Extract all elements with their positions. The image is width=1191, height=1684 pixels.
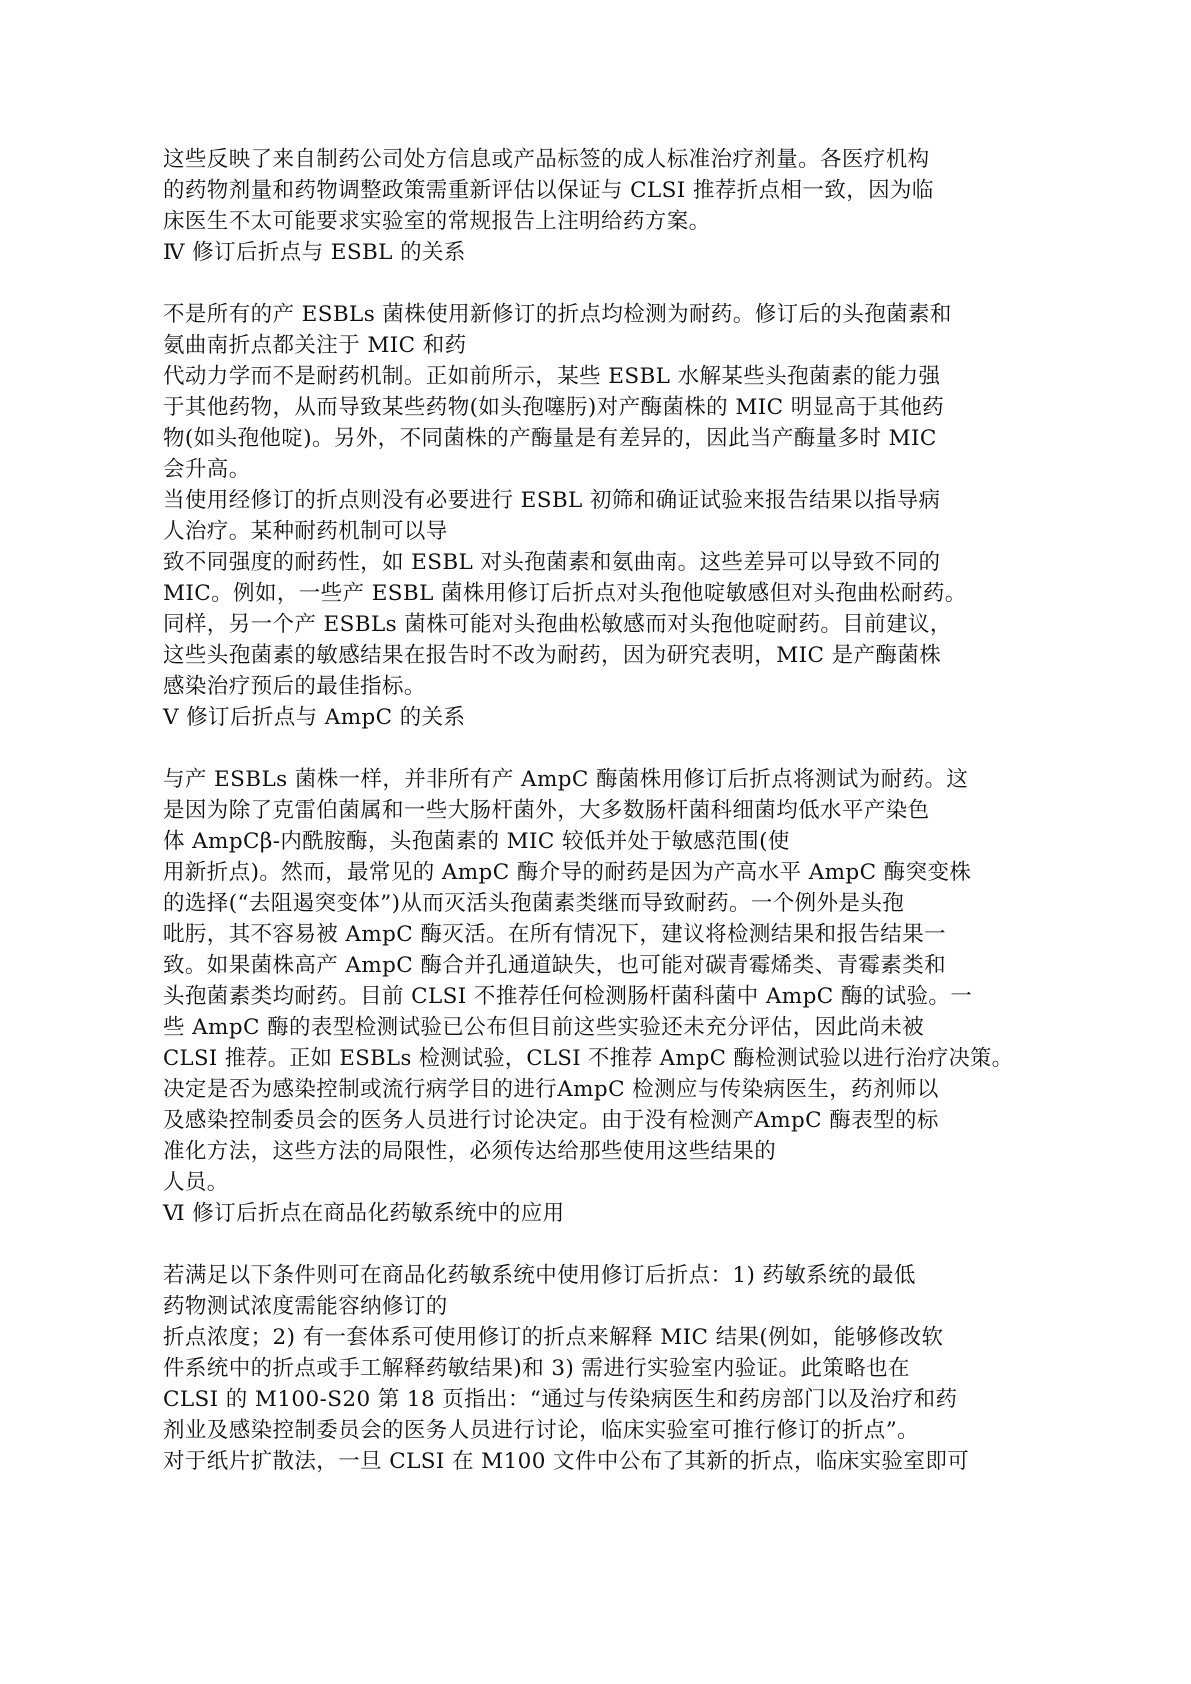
text-line: MIC。例如，一些产 ESBL 菌株用修订后折点对头孢他啶敏感但对头孢曲松耐药。 [163, 581, 967, 606]
text-line: 会升高。 [163, 457, 251, 482]
text-line: 决定是否为感染控制或流行病学目的进行AmpC 检测应与传染病医生，药剂师以 [163, 1077, 939, 1102]
text-line: 件系统中的折点或手工解释药敏结果)和 3) 需进行实验室内验证。此策略也在 [163, 1356, 910, 1381]
blank-line [163, 1229, 1013, 1260]
blank-line [163, 268, 1013, 299]
blank-line [163, 733, 1013, 764]
text-line: 感染治疗预后的最佳指标。 [163, 674, 426, 699]
text-line: 这些头孢菌素的敏感结果在报告时不改为耐药，因为研究表明，MIC 是产酶菌株 [163, 643, 942, 668]
text-line: 于其他药物，从而导致某些药物(如头孢噻肟)对产酶菌株的 MIC 明显高于其他药 [163, 395, 945, 420]
text-line: 的选择(“去阻遏突变体”)从而灭活头孢菌素类继而导致耐药。一个例外是头孢 [163, 891, 905, 916]
text-line: 物(如头孢他啶)。另外，不同菌株的产酶量是有差异的，因此当产酶量多时 MIC [163, 426, 937, 451]
text-line: 用新折点)。然而，最常见的 AmpC 酶介导的耐药是因为产高水平 AmpC 酶突变株 [163, 860, 972, 885]
text-line: 与产 ESBLs 菌株一样，并非所有产 AmpC 酶菌株用修订后折点将测试为耐药。这 [163, 767, 969, 792]
text-line: 剂业及感染控制委员会的医务人员进行讨论，临床实验室可推行修订的折点”。 [163, 1418, 919, 1443]
text-line: 致。如果菌株高产 AmpC 酶合并孔通道缺失，也可能对碳青霉烯类、青霉素类和 [163, 953, 946, 978]
text-line: 的药物剂量和药物调整政策需重新评估以保证与 CLSI 推荐折点相一致，因为临 [163, 178, 934, 203]
text-line: 若满足以下条件则可在商品化药敏系统中使用修订后折点：1) 药敏系统的最低 [163, 1263, 916, 1288]
section-heading: Ⅳ 修订后折点与 ESBL 的关系 [163, 240, 466, 265]
document-body [163, 144, 1013, 1477]
text-line: 体 AmpCβ-内酰胺酶，头孢菌素的 MIC 较低并处于敏感范围(使 [163, 829, 790, 854]
text-line: 些 AmpC 酶的表型检测试验已公布但目前这些实验还未充分评估，因此尚未被 [163, 1015, 925, 1040]
text-line: 及感染控制委员会的医务人员进行讨论决定。由于没有检测产AmpC 酶表型的标 [163, 1108, 939, 1133]
text-line: 吡肟，其不容易被 AmpC 酶灭活。在所有情况下，建议将检测结果和报告结果一 [163, 922, 946, 947]
section-heading: Ⅵ 修订后折点在商品化药敏系统中的应用 [163, 1201, 565, 1226]
text-line: 准化方法，这些方法的局限性，必须传达给那些使用这些结果的 [163, 1139, 777, 1164]
text-line: 人治疗。某种耐药机制可以导 [163, 519, 448, 544]
text-line: 人员。 [163, 1170, 229, 1195]
text-line: 不是所有的产 ESBLs 菌株使用新修订的折点均检测为耐药。修订后的头孢菌素和 [163, 302, 952, 327]
text-line: 床医生不太可能要求实验室的常规报告上注明给药方案。 [163, 209, 711, 234]
text-line: 头孢菌素类均耐药。目前 CLSI 不推荐任何检测肠杆菌科菌中 AmpC 酶的试验。一 [163, 984, 973, 1009]
text-line: 致不同强度的耐药性，如 ESBL 对头孢菌素和氨曲南。这些差异可以导致不同的 [163, 550, 941, 575]
text-line: CLSI 的 M100-S20 第 18 页指出：“通过与传染病医生和药房部门以及治疗和药 [163, 1387, 958, 1412]
text-line: 同样，另一个产 ESBLs 菌株可能对头孢曲松敏感而对头孢他啶耐药。目前建议， [163, 612, 952, 637]
text-line: 是因为除了克雷伯菌属和一些大肠杆菌外，大多数肠杆菌科细菌均低水平产染色 [163, 798, 930, 823]
text-line: 对于纸片扩散法，一旦 CLSI 在 M100 文件中公布了其新的折点，临床实验室即可 [163, 1449, 970, 1474]
text-line: 代动力学而不是耐药机制。正如前所示，某些 ESBL 水解某些头孢菌素的能力强 [163, 364, 941, 389]
text-line: 氨曲南折点都关注于 MIC 和药 [163, 333, 467, 358]
text-line: 这些反映了来自制药公司处方信息或产品标签的成人标准治疗剂量。各医疗机构 [163, 147, 930, 172]
text-line: 折点浓度；2) 有一套体系可使用修订的折点来解释 MIC 结果(例如，能够修改软 [163, 1325, 944, 1350]
text-line: 当使用经修订的折点则没有必要进行 ESBL 初筛和确证试验来报告结果以指导病 [163, 488, 941, 513]
section-heading: Ⅴ 修订后折点与 AmpC 的关系 [163, 705, 466, 730]
text-line: CLSI 推荐。正如 ESBLs 检测试验，CLSI 不推荐 AmpC 酶检测试验以进行治疗决策。 [163, 1046, 1014, 1071]
text-line: 药物测试浓度需能容纳修订的 [163, 1294, 448, 1319]
